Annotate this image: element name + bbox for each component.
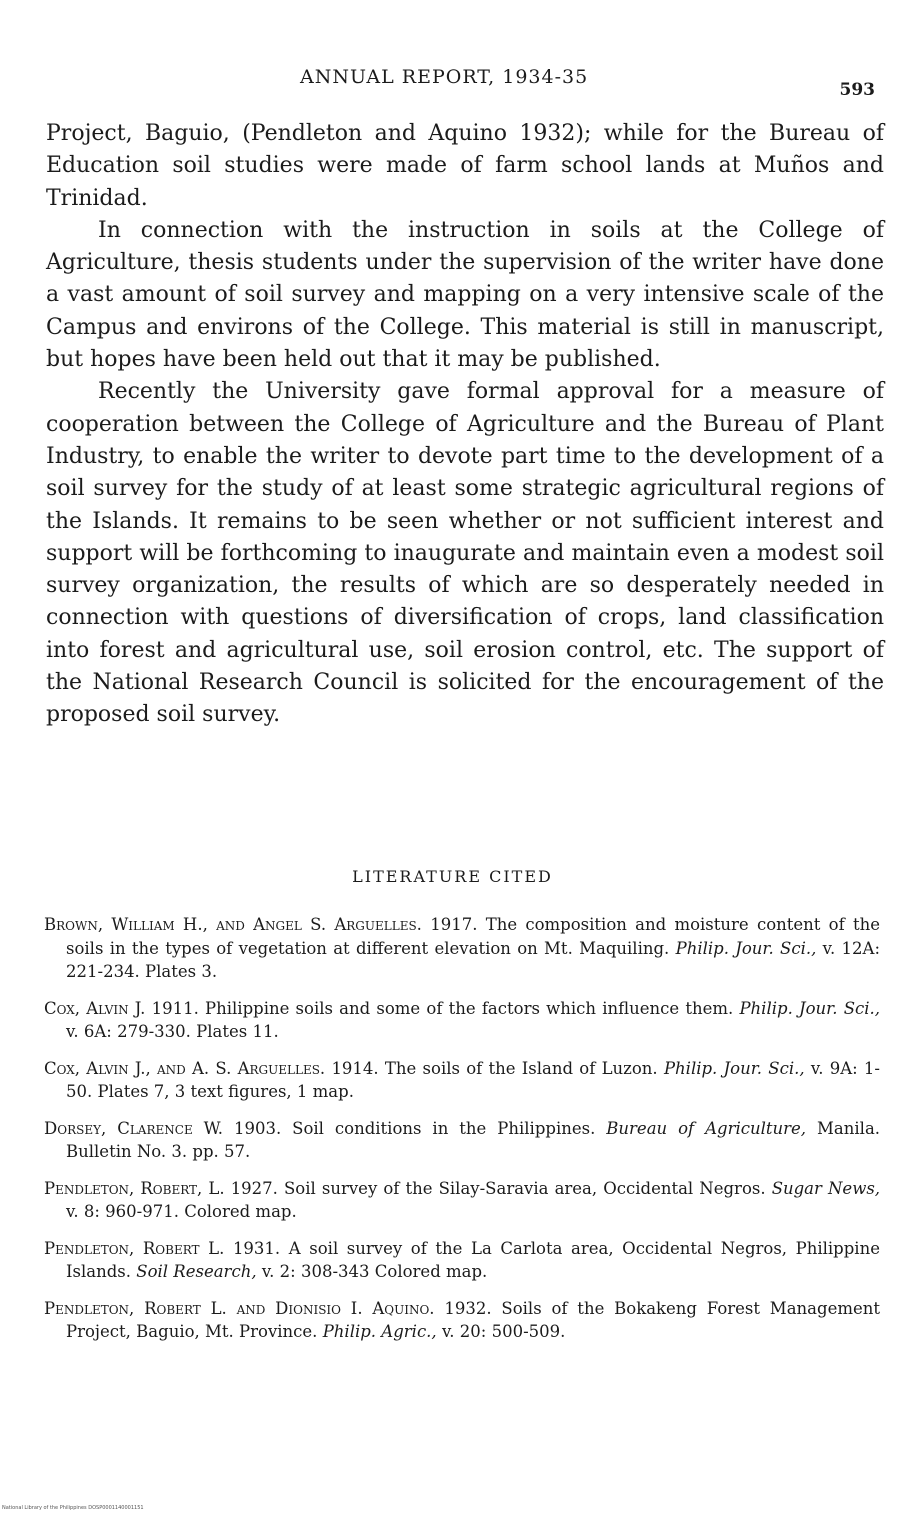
reference-author: Pendleton, Robert L. and Dionisio I. Aquino. [44, 1298, 435, 1318]
reference-item [44, 1117, 880, 1164]
reference-details: v. 12A: 221-234. Plates 3. [66, 938, 881, 981]
reference-details: v. 9A: 1-50. Plates 7, 3 text figures, 1 map. [66, 1058, 881, 1101]
body-text [46, 118, 884, 732]
reference-journal: Philip. Jour. Sci., [663, 1058, 805, 1078]
literature-cited-heading: LITERATURE CITED [352, 867, 553, 886]
running-head: ANNUAL REPORT, 1934-35 [300, 66, 589, 88]
paragraph-2: In connection with the instruction in soils at the College of Agriculture, thesis students under the supervision of the writer have done a vast amount of soil survey and mapping on a very intensive scale of the Campus and environs of the College. This material is still in manuscript, but hopes have been held out that it may be published. [46, 217, 884, 373]
reference-journal: Soil Research, [136, 1262, 257, 1281]
reference-item [44, 997, 880, 1044]
reference-text: 1927. Soil survey of the Silay-Saravia area, Occidental Negros. [230, 1178, 766, 1198]
reference-text: 1931. A soil survey of the La Carlota area, Occidental Negros, Philippine Islands. [66, 1238, 880, 1281]
reference-journal: Philip. Jour. Sci., [675, 938, 817, 958]
reference-text: 1917. The composition and moisture content of the soils in the types of vegetation at different elevation on Mt. Maquiling. [66, 915, 880, 958]
reference-journal: Bureau of Agriculture, [606, 1118, 807, 1138]
scan-footer: National Library of the Philippines DOSP0001140001151 [2, 1505, 144, 1511]
reference-details: v. 20: 500-509. [441, 1322, 566, 1341]
reference-author: Dorsey, Clarence W. [44, 1118, 223, 1138]
reference-author: Cox, Alvin J., and A. S. Arguelles. [44, 1058, 326, 1078]
reference-list [44, 913, 880, 1357]
reference-details: v. 2: 308-343 Colored map. [261, 1262, 488, 1281]
reference-text: 1932. Soils of the Bokakeng Forest Management Project, Baguio, Mt. Province. [66, 1298, 881, 1341]
reference-author: Cox, Alvin J. [44, 998, 146, 1018]
reference-item [44, 913, 880, 984]
reference-item [44, 1297, 880, 1344]
reference-author: Brown, William H., and Angel S. Arguelles. [44, 915, 422, 934]
reference-details: Manila. Bulletin No. 3. pp. 57. [66, 1118, 881, 1161]
reference-journal: Philip. Agric., [322, 1322, 437, 1341]
paragraph-1: Project, Baguio, (Pendleton and Aquino 1932); while for the Bureau of Education soil studies were made of farm school lands at Muños and Trinidad. [46, 121, 884, 211]
reference-item [44, 1177, 880, 1224]
reference-journal: Philip. Jour. Sci., [739, 998, 881, 1018]
reference-item [44, 1057, 880, 1104]
reference-details: v. 6A: 279-330. Plates 11. [66, 1022, 279, 1041]
reference-author: Pendleton, Robert, L. [44, 1178, 225, 1198]
reference-details: v. 8: 960-971. Colored map. [66, 1202, 297, 1221]
page-number: 593 [839, 80, 875, 100]
reference-journal: Sugar News, [771, 1178, 881, 1198]
reference-author: Pendleton, Robert L. [44, 1238, 225, 1258]
reference-item [44, 1237, 880, 1284]
paragraph-3: Recently the University gave formal approval for a measure of cooperation between the College of Agriculture and the Bureau of Plant Industry, to enable the writer to devote part time to the development of a soil survey for the study of at least some strategic agricultural regions of the Islands. It remains to be seen whether or not sufficient interest and support will be forthcoming to inaugurate and maintain even a modest soil survey organization, the results of which are so desperately needed in connection with questions of diversification of crops, land classification into forest and agricultural use, soil erosion control, etc. The support of the National Research Council is solicited for the encouragement of the proposed soil survey. [46, 379, 884, 728]
reference-text: 1903. Soil conditions in the Philippines. [233, 1118, 596, 1138]
reference-text: 1911. Philippine soils and some of the factors which influence them. [151, 998, 734, 1018]
reference-text: 1914. The soils of the Island of Luzon. [331, 1058, 658, 1078]
